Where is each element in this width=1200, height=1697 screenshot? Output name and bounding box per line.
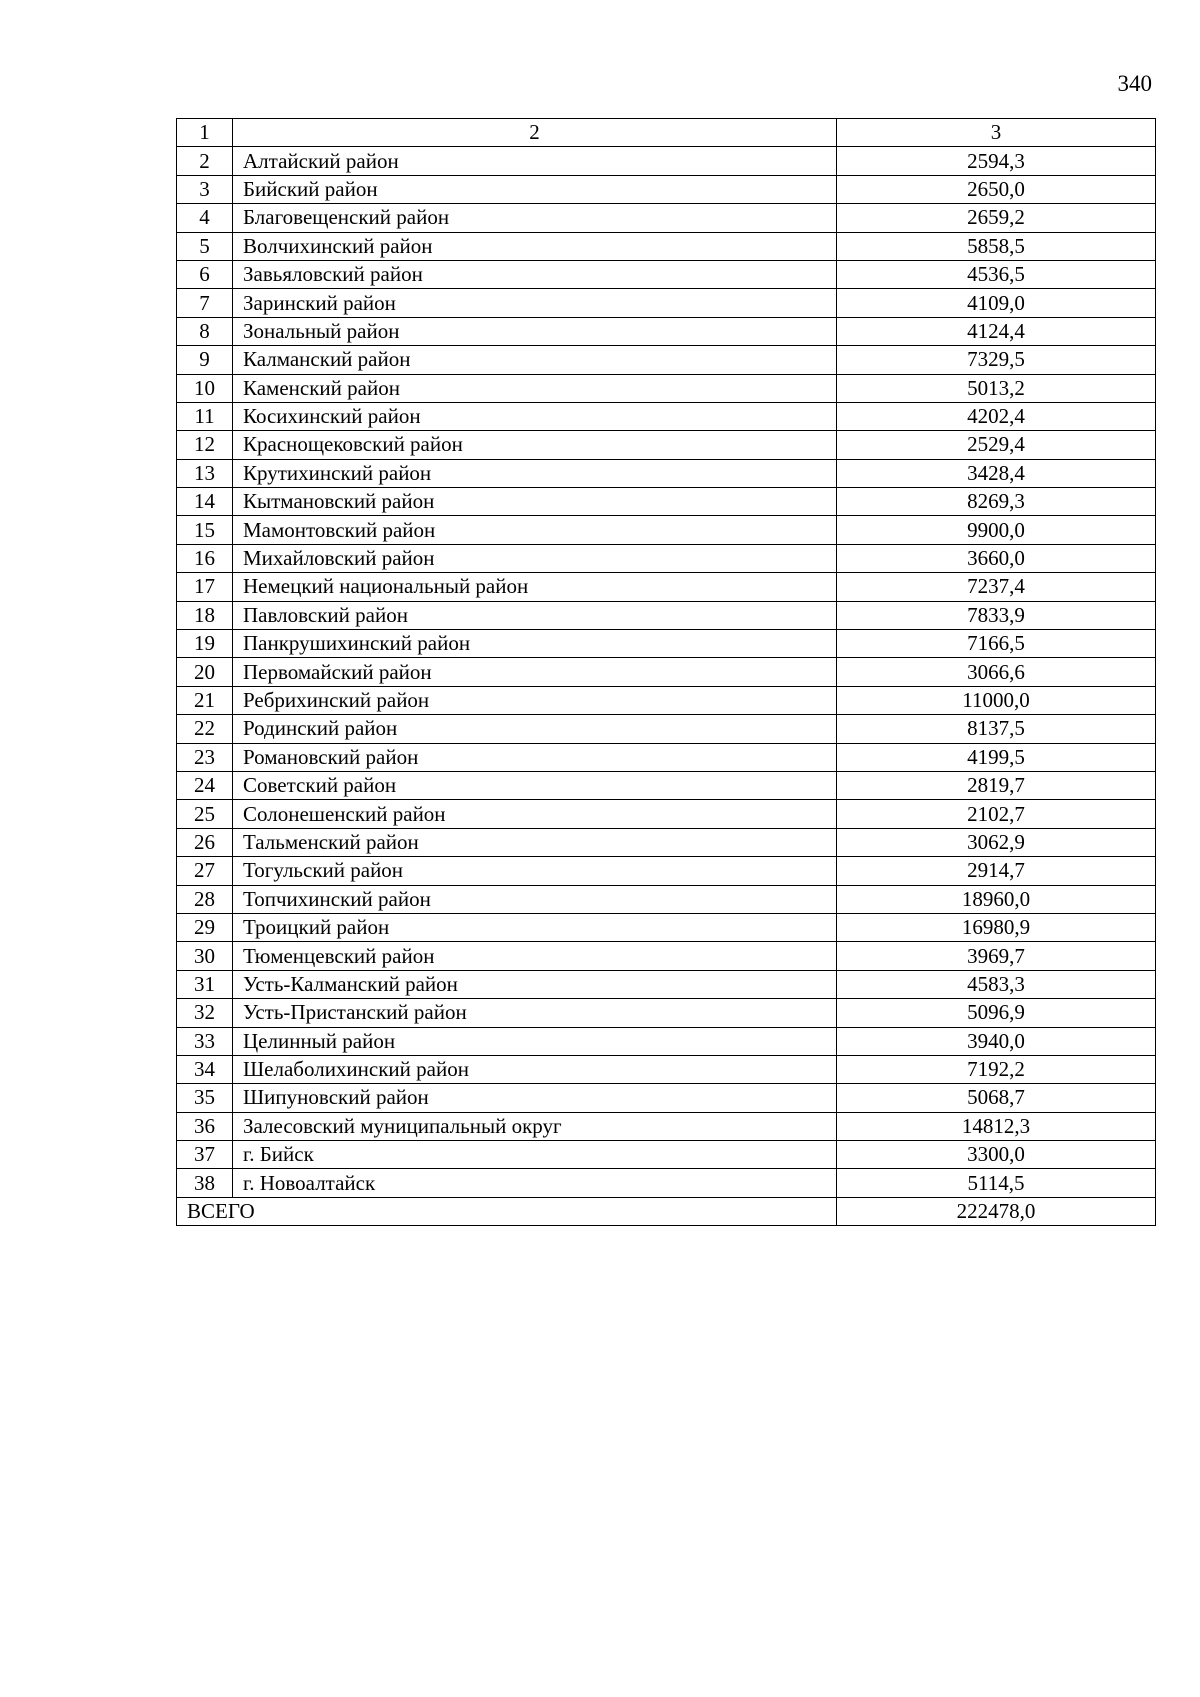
data-table <box>176 118 1156 1226</box>
table-row <box>177 1027 1156 1055</box>
district-name-cell: Родинский район <box>233 715 837 743</box>
district-name-cell: г. Новоалтайск <box>233 1169 837 1197</box>
row-number-cell: 28 <box>177 885 233 913</box>
district-name-cell: Усть-Калманский район <box>233 970 837 998</box>
district-name-cell: Краснощековский район <box>233 431 837 459</box>
table-row <box>177 488 1156 516</box>
amount-cell: 7237,4 <box>837 573 1156 601</box>
amount-cell: 2529,4 <box>837 431 1156 459</box>
district-name-cell: Тюменцевский район <box>233 942 837 970</box>
row-number-cell: 6 <box>177 260 233 288</box>
table-row <box>177 374 1156 402</box>
row-number-cell: 36 <box>177 1112 233 1140</box>
table-row <box>177 743 1156 771</box>
district-name-cell: Каменский район <box>233 374 837 402</box>
amount-cell: 18960,0 <box>837 885 1156 913</box>
district-name-cell: Благовещенский район <box>233 204 837 232</box>
row-number-cell: 8 <box>177 317 233 345</box>
header-cell-2: 2 <box>233 119 837 147</box>
district-name-cell: Немецкий национальный район <box>233 573 837 601</box>
amount-cell: 3300,0 <box>837 1141 1156 1169</box>
total-value: 222478,0 <box>837 1197 1156 1225</box>
row-number-cell: 17 <box>177 573 233 601</box>
row-number-cell: 23 <box>177 743 233 771</box>
table-body <box>177 119 1156 1226</box>
table-row <box>177 1055 1156 1083</box>
row-number-cell: 38 <box>177 1169 233 1197</box>
row-number-cell: 37 <box>177 1141 233 1169</box>
table-row <box>177 232 1156 260</box>
amount-cell: 4109,0 <box>837 289 1156 317</box>
row-number-cell: 33 <box>177 1027 233 1055</box>
district-name-cell: Алтайский район <box>233 147 837 175</box>
row-number-cell: 21 <box>177 686 233 714</box>
amount-cell: 8137,5 <box>837 715 1156 743</box>
table-row <box>177 573 1156 601</box>
district-name-cell: Павловский район <box>233 601 837 629</box>
amount-cell: 16980,9 <box>837 913 1156 941</box>
row-number-cell: 9 <box>177 346 233 374</box>
amount-cell: 7329,5 <box>837 346 1156 374</box>
district-name-cell: Завьяловский район <box>233 260 837 288</box>
district-name-cell: Романовский район <box>233 743 837 771</box>
total-row <box>177 1197 1156 1225</box>
table-row <box>177 913 1156 941</box>
table-row <box>177 686 1156 714</box>
table-row <box>177 771 1156 799</box>
amount-cell: 3969,7 <box>837 942 1156 970</box>
row-number-cell: 19 <box>177 630 233 658</box>
amount-cell: 5096,9 <box>837 999 1156 1027</box>
amount-cell: 7192,2 <box>837 1055 1156 1083</box>
row-number-cell: 18 <box>177 601 233 629</box>
district-name-cell: Топчихинский район <box>233 885 837 913</box>
table-row <box>177 289 1156 317</box>
row-number-cell: 14 <box>177 488 233 516</box>
table-header-row <box>177 119 1156 147</box>
table-row <box>177 147 1156 175</box>
row-number-cell: 31 <box>177 970 233 998</box>
district-name-cell: Тальменский район <box>233 828 837 856</box>
row-number-cell: 13 <box>177 459 233 487</box>
table-row <box>177 544 1156 572</box>
amount-cell: 5114,5 <box>837 1169 1156 1197</box>
row-number-cell: 22 <box>177 715 233 743</box>
row-number-cell: 24 <box>177 771 233 799</box>
table-row <box>177 1112 1156 1140</box>
district-name-cell: Тогульский район <box>233 857 837 885</box>
amount-cell: 3066,6 <box>837 658 1156 686</box>
amount-cell: 3660,0 <box>837 544 1156 572</box>
row-number-cell: 16 <box>177 544 233 572</box>
district-name-cell: Шелаболихинский район <box>233 1055 837 1083</box>
amount-cell: 2102,7 <box>837 800 1156 828</box>
table-row <box>177 1169 1156 1197</box>
amount-cell: 8269,3 <box>837 488 1156 516</box>
amount-cell: 14812,3 <box>837 1112 1156 1140</box>
row-number-cell: 20 <box>177 658 233 686</box>
district-name-cell: г. Бийск <box>233 1141 837 1169</box>
table-row <box>177 601 1156 629</box>
district-name-cell: Зональный район <box>233 317 837 345</box>
table-row <box>177 630 1156 658</box>
row-number-cell: 35 <box>177 1084 233 1112</box>
amount-cell: 4199,5 <box>837 743 1156 771</box>
amount-cell: 3940,0 <box>837 1027 1156 1055</box>
amount-cell: 4202,4 <box>837 402 1156 430</box>
amount-cell: 7833,9 <box>837 601 1156 629</box>
row-number-cell: 7 <box>177 289 233 317</box>
amount-cell: 5858,5 <box>837 232 1156 260</box>
district-name-cell: Ребрихинский район <box>233 686 837 714</box>
row-number-cell: 30 <box>177 942 233 970</box>
table-row <box>177 317 1156 345</box>
district-name-cell: Солонешенский район <box>233 800 837 828</box>
district-name-cell: Залесовский муниципальный округ <box>233 1112 837 1140</box>
amount-cell: 5013,2 <box>837 374 1156 402</box>
table-row <box>177 999 1156 1027</box>
row-number-cell: 34 <box>177 1055 233 1083</box>
table-row <box>177 885 1156 913</box>
row-number-cell: 12 <box>177 431 233 459</box>
row-number-cell: 32 <box>177 999 233 1027</box>
table-row <box>177 175 1156 203</box>
table-row <box>177 1084 1156 1112</box>
district-name-cell: Панкрушихинский район <box>233 630 837 658</box>
table-row <box>177 459 1156 487</box>
table-row <box>177 658 1156 686</box>
row-number-cell: 2 <box>177 147 233 175</box>
district-name-cell: Заринский район <box>233 289 837 317</box>
table-row <box>177 800 1156 828</box>
district-name-cell: Первомайский район <box>233 658 837 686</box>
table-row <box>177 431 1156 459</box>
total-label: ВСЕГО <box>177 1197 837 1225</box>
amount-cell: 3062,9 <box>837 828 1156 856</box>
district-name-cell: Советский район <box>233 771 837 799</box>
amount-cell: 4536,5 <box>837 260 1156 288</box>
table-row <box>177 260 1156 288</box>
amount-cell: 2819,7 <box>837 771 1156 799</box>
row-number-cell: 26 <box>177 828 233 856</box>
row-number-cell: 3 <box>177 175 233 203</box>
district-name-cell: Шипуновский район <box>233 1084 837 1112</box>
page-number: 340 <box>1117 71 1152 96</box>
amount-cell: 4583,3 <box>837 970 1156 998</box>
district-name-cell: Кытмановский район <box>233 488 837 516</box>
row-number-cell: 5 <box>177 232 233 260</box>
district-name-cell: Калманский район <box>233 346 837 374</box>
amount-cell: 2594,3 <box>837 147 1156 175</box>
district-name-cell: Бийский район <box>233 175 837 203</box>
row-number-cell: 29 <box>177 913 233 941</box>
row-number-cell: 11 <box>177 402 233 430</box>
table-row <box>177 204 1156 232</box>
table-row <box>177 857 1156 885</box>
table-row <box>177 402 1156 430</box>
amount-cell: 2914,7 <box>837 857 1156 885</box>
district-name-cell: Михайловский район <box>233 544 837 572</box>
table-row <box>177 346 1156 374</box>
table-row <box>177 970 1156 998</box>
amount-cell: 11000,0 <box>837 686 1156 714</box>
table-row <box>177 942 1156 970</box>
header-cell-1: 1 <box>177 119 233 147</box>
table-row <box>177 715 1156 743</box>
row-number-cell: 27 <box>177 857 233 885</box>
amount-cell: 4124,4 <box>837 317 1156 345</box>
amount-cell: 9900,0 <box>837 516 1156 544</box>
district-name-cell: Волчихинский район <box>233 232 837 260</box>
row-number-cell: 10 <box>177 374 233 402</box>
table-row <box>177 516 1156 544</box>
row-number-cell: 15 <box>177 516 233 544</box>
amount-cell: 2650,0 <box>837 175 1156 203</box>
amount-cell: 5068,7 <box>837 1084 1156 1112</box>
district-name-cell: Крутихинский район <box>233 459 837 487</box>
row-number-cell: 4 <box>177 204 233 232</box>
district-name-cell: Троицкий район <box>233 913 837 941</box>
district-name-cell: Усть-Пристанский район <box>233 999 837 1027</box>
amount-cell: 2659,2 <box>837 204 1156 232</box>
table-row <box>177 1141 1156 1169</box>
amount-cell: 7166,5 <box>837 630 1156 658</box>
table-row <box>177 828 1156 856</box>
district-name-cell: Косихинский район <box>233 402 837 430</box>
district-name-cell: Целинный район <box>233 1027 837 1055</box>
row-number-cell: 25 <box>177 800 233 828</box>
amount-cell: 3428,4 <box>837 459 1156 487</box>
district-name-cell: Мамонтовский район <box>233 516 837 544</box>
header-cell-3: 3 <box>837 119 1156 147</box>
